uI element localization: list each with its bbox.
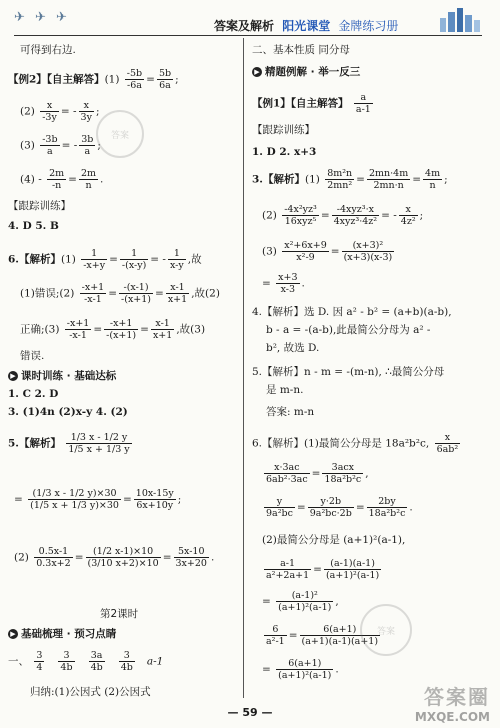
fraction: $\frac{-x+1}{-x-1}$ <box>81 282 105 305</box>
q3-line-4 <box>262 272 305 295</box>
text: = <box>412 173 422 186</box>
compound-fraction: $\frac{(1/3 x - 1/2 y)\times 30}{(1/5 x + 1/3 y)\times 30}$ <box>30 488 119 511</box>
text: (1) <box>304 173 320 186</box>
text: ; <box>444 173 448 186</box>
q6-line-3 <box>262 496 413 519</box>
step-3-line <box>20 134 101 157</box>
fraction: $\frac{6}{\text{a²-1}}$ <box>266 624 285 647</box>
text: , <box>335 595 339 608</box>
fraction: $\frac{10x-15y}{6x+10y}$ <box>135 488 174 511</box>
text: = <box>155 287 164 300</box>
fraction: $\frac{-3b}{a}$ <box>42 134 58 157</box>
fraction: $\frac{x}{-3y}$ <box>42 100 57 123</box>
text: = <box>262 277 271 290</box>
text: (1) <box>60 253 76 266</box>
text: = <box>109 253 118 266</box>
text: 课时训练 · 基础达标 <box>21 370 117 382</box>
q5-line-1 <box>8 432 134 455</box>
corner-watermark-text: 答案圈 <box>424 685 490 709</box>
q6-line-2 <box>20 282 220 305</box>
review-1-line <box>8 650 163 673</box>
q5-line-2: 是 m-n. <box>266 384 304 396</box>
answers-1-2: 1. C 2. D <box>8 388 59 400</box>
section-bullet-icon: ▶ <box>252 67 262 77</box>
text: . <box>409 501 413 514</box>
section-bullet-icon: ▶ <box>8 629 18 639</box>
fraction: $\frac{4m}{n}$ <box>425 168 441 191</box>
summary-line: 归纳:(1)公因式 (2)公因式 <box>30 686 151 698</box>
fraction: $\frac{y\cdot 2b}{\text{9a²bc·2b}}$ <box>309 496 352 519</box>
q6-line-6 <box>262 590 339 613</box>
right-line-1: 二、基本性质 同分母 <box>252 44 350 56</box>
text: a-1 <box>146 655 164 668</box>
text: , <box>365 467 369 480</box>
text: ,故(2) <box>191 287 220 300</box>
fraction: $\frac{\text{(x+3)²}}{(x+3)(x-3)}$ <box>343 240 393 263</box>
q5-line-2 <box>14 488 181 511</box>
text: = <box>74 551 84 564</box>
fraction: $\frac{\text{(a-1)²}}{\text{(a+1)²(a-1)}}$ <box>278 590 332 613</box>
fraction: $\frac{x-1}{x+1}$ <box>152 318 173 341</box>
q6-line-2 <box>262 462 369 485</box>
answers-1-2: 1. D 2. x+3 <box>252 146 317 158</box>
compound-fraction: $\frac{(1/2 x-1)\times 10}{(3/10 x+2)\times 10}$ <box>87 546 159 569</box>
step-4-line <box>20 168 103 191</box>
example-tag: 【例2】【自主解答】 <box>8 73 105 86</box>
text: = <box>162 551 172 564</box>
fraction: $\frac{3a}{4b}$ <box>90 650 103 673</box>
text: ,故(3) <box>176 323 206 336</box>
fraction: $\frac{-(x-1)}{-(x+1)}$ <box>121 282 152 305</box>
text: = <box>355 501 365 514</box>
text: ; <box>419 209 424 222</box>
q5-line-3 <box>14 546 214 569</box>
q3-line-3 <box>262 240 396 263</box>
text: = - <box>150 253 166 266</box>
text: = <box>14 493 23 506</box>
page-number-value: 59 <box>242 706 258 719</box>
text: (2) <box>14 551 29 564</box>
text: 正确;(3) <box>20 323 60 336</box>
text: = <box>68 173 77 186</box>
text: 基础梳理 · 预习点睛 <box>21 628 117 640</box>
city-skyline-icon <box>438 6 482 32</box>
watermark-stamp: 答案 <box>360 604 412 656</box>
text: 3.【解析】 <box>252 173 305 186</box>
column-divider <box>243 38 244 698</box>
q5-line-1: 5.【解析】n - m = -(m-n), ∴最简公分母 <box>252 366 445 378</box>
answers-4-5: 4. D 5. B <box>8 220 59 232</box>
corner-watermark <box>415 681 490 724</box>
fraction: $\frac{3}{4}$ <box>36 650 43 673</box>
q4-line-1: 4.【解析】选 D. 因 a² - b² = (a+b)(a-b), <box>252 306 452 318</box>
birds-decoration: ✈ ✈ ✈ <box>14 10 70 25</box>
text: (2) <box>262 209 277 222</box>
page-number: — 59 — <box>227 706 273 719</box>
text: = - <box>60 105 77 118</box>
fraction: $\frac{-x+1}{-(x+1)}$ <box>106 318 137 341</box>
section-heading-basic-review <box>8 628 116 641</box>
lesson-heading: 第2课时 <box>100 608 139 620</box>
fraction: $\frac{3b}{a}$ <box>81 134 94 157</box>
tracking-training-heading: 【跟踪训练】 <box>8 200 71 212</box>
fraction: $\frac{\text{x²+6x+9}}{\text{x²-9}}$ <box>284 240 327 263</box>
corner-watermark-url: MXQE.COM <box>414 710 490 724</box>
text: ; <box>97 139 101 152</box>
text: = <box>320 209 330 222</box>
fraction: $\frac{2by}{\text{18a²b²c}}$ <box>368 496 406 519</box>
fraction: $\frac{-5b}{-6a}$ <box>126 68 143 91</box>
q3-line-1 <box>252 168 448 191</box>
text: (1) <box>104 73 120 86</box>
watermark-stamp: 答案 <box>96 110 144 158</box>
tracking-training-heading: 【跟踪训练】 <box>252 124 315 136</box>
fraction: $\frac{a-1}{\text{a²+2a+1}}$ <box>266 558 310 581</box>
text: = <box>311 467 321 480</box>
header-brand: 阳光课堂 <box>282 19 331 33</box>
compound-fraction: $\frac{1/3 x - 1/2 y}{1/5 x + 1/3 y}$ <box>68 432 130 455</box>
fraction: $\frac{6(a+1)}{(a+1)(a-1)(a+1)}$ <box>301 624 379 647</box>
fraction: $\frac{1}{x-y}$ <box>169 248 184 271</box>
fraction: $\frac{x-1}{x+1}$ <box>167 282 188 305</box>
text: = - <box>381 209 397 222</box>
text: = <box>262 663 271 676</box>
text: (2) <box>20 105 35 118</box>
header-left-title: 答案及解析 <box>214 19 275 33</box>
text: . <box>335 663 339 676</box>
text: ; <box>95 105 100 118</box>
q4-line-3: b², 故选 D. <box>266 342 320 354</box>
step-2-line <box>20 100 100 123</box>
fraction: $\frac{2m}{-n}$ <box>49 168 65 191</box>
section-heading-lesson-training <box>8 370 116 383</box>
text: = <box>262 595 271 608</box>
text: = <box>108 287 118 300</box>
fraction: $\frac{2mn\cdot 4m}{2mn\cdot n}$ <box>368 168 409 191</box>
left-line-1: 可得到右边. <box>20 44 76 56</box>
fraction: $\frac{1}{-x+y}$ <box>83 248 106 271</box>
fraction: $\frac{x}{3y}$ <box>80 100 92 123</box>
fraction: $\frac{-x+1}{-x-1}$ <box>66 318 90 341</box>
fraction: $\frac{(a-1)(a-1)}{\text{(a+1)²(a-1)}}$ <box>325 558 380 581</box>
text: = <box>140 323 149 336</box>
answers-3-4: 3. (1)4n (2)x-y 4. (2) <box>8 406 128 418</box>
q4-line-2: b - a = -(a-b),此最简公分母为 a² - <box>266 324 431 336</box>
fraction: $\frac{x\cdot 3ac}{\text{6ab²·3ac}}$ <box>266 462 308 485</box>
fraction: $\frac{\text{8m²n}}{\text{2mn²}}$ <box>327 168 353 191</box>
q6-line-5 <box>262 558 383 581</box>
text: (3) <box>262 245 277 258</box>
text: (3) <box>20 139 35 152</box>
text: = <box>330 245 340 258</box>
page-header <box>0 0 500 34</box>
text: 【例1】【自主解答】 <box>252 97 349 110</box>
text: . <box>301 277 305 290</box>
text: = <box>356 173 365 186</box>
fraction: $\frac{0.5x-1}{0.3x+2}$ <box>36 546 71 569</box>
text: = <box>313 563 322 576</box>
example-2-line <box>8 68 179 91</box>
fraction: $\frac{2m}{n}$ <box>80 168 97 191</box>
example-1-line <box>252 92 375 115</box>
text: = <box>122 493 132 506</box>
text: 一、 <box>8 655 29 668</box>
q6-line-8 <box>262 658 339 681</box>
q6-line-1 <box>8 248 202 271</box>
text: = - <box>61 139 78 152</box>
fraction: $\frac{x+3}{x-3}$ <box>278 272 298 295</box>
fraction: $\frac{y}{\text{9a²bc}}$ <box>266 496 293 519</box>
fraction: $\frac{5b}{6a}$ <box>158 68 172 91</box>
text: = <box>288 629 298 642</box>
text: 5.【解析】 <box>8 437 61 450</box>
text: ,故 <box>187 253 202 266</box>
text: = <box>93 323 103 336</box>
section-bullet-icon: ▶ <box>8 371 18 381</box>
text: ; <box>177 493 182 506</box>
q6-line-4: (2)最简公分母是 (a+1)²(a-1), <box>262 534 406 546</box>
text: = <box>296 501 306 514</box>
fraction: $\frac{3}{4b}$ <box>60 650 73 673</box>
fraction: $\frac{6(a+1)}{\text{(a+1)²(a-1)}}$ <box>278 658 332 681</box>
text: . <box>210 551 215 564</box>
fraction: $\frac{5x-10}{3x+20}$ <box>175 546 207 569</box>
text: 6.【解析】 <box>8 253 61 266</box>
text: 6.【解析】(1)最简公分母是 18a²b²c, <box>252 437 430 450</box>
q5-answer: 答案: m-n <box>266 406 315 418</box>
fraction: $\frac{\text{3acx}}{\text{18a²b²c}}$ <box>324 462 362 485</box>
text: ; <box>175 73 179 86</box>
header-rule <box>14 35 482 36</box>
fraction: $\frac{x}{\text{6ab²}}$ <box>436 432 459 455</box>
q6-line-4: 错误. <box>20 350 45 362</box>
fraction: $\frac{3}{4b}$ <box>120 650 133 673</box>
section-heading-examples <box>252 66 360 79</box>
q3-line-2 <box>262 204 423 227</box>
fraction: $\frac{a}{a-1}$ <box>355 92 371 115</box>
header-title <box>214 17 398 34</box>
fraction: $\frac{\text{-4x²yz³}}{\text{16xyz⁵}}$ <box>284 204 317 227</box>
header-subtitle: 金牌练习册 <box>338 19 399 33</box>
text: (4) - <box>20 173 42 186</box>
text: (1)错误;(2) <box>20 287 75 300</box>
q6-line-1 <box>252 432 462 455</box>
fraction: $\frac{1}{-(x-y)}$ <box>121 248 147 271</box>
text: . <box>100 173 104 186</box>
text: = <box>146 73 155 86</box>
fraction: $\frac{\text{-4xyz³·x}}{\text{4xyz³·4z²}}$ <box>333 204 378 227</box>
q6-line-3 <box>20 318 205 341</box>
fraction: $\frac{x}{\text{4z²}}$ <box>400 204 416 227</box>
text: 精题例解 · 举一反三 <box>265 66 361 78</box>
